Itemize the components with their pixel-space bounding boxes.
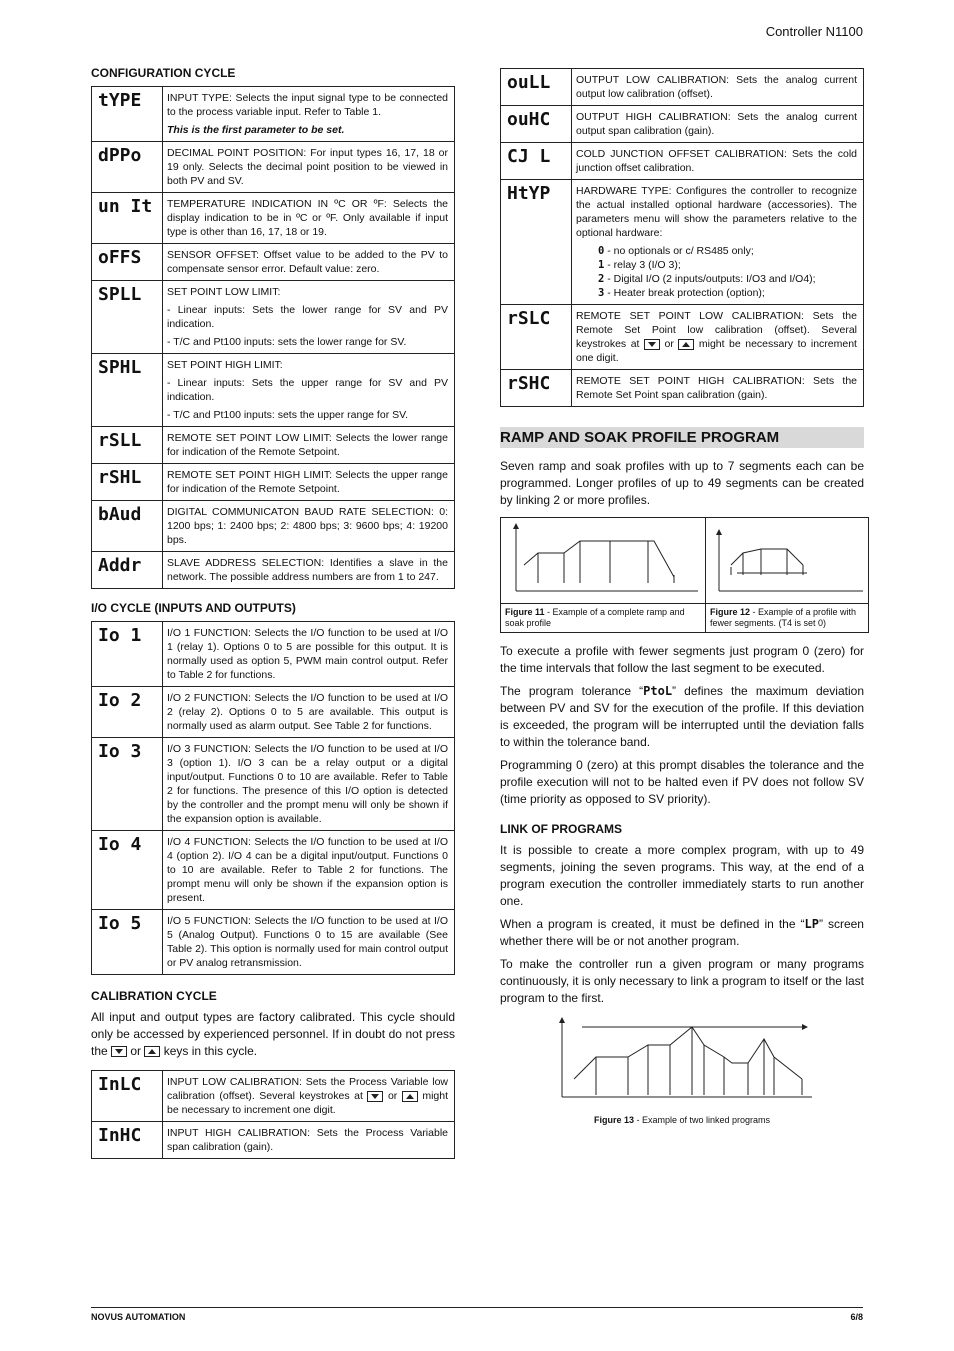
footer-company: NOVUS AUTOMATION [91,1312,186,1322]
param-code: Addr [92,552,163,589]
param-desc: I/O 3 FUNCTION: Selects the I/O function to be used at I/O 3 (option 1). I/O 3 can be a relay output or a digital input/output. Functions 0 to 10 are available. Refer to Table 2 for functions. The presence of this I/O option is detected by the controller and the prompt menu will only be shown if the expansion option is available. [163,738,455,831]
param-code: rSLC [501,305,572,370]
table-row [92,464,455,501]
cal-intro-or: or [130,1044,142,1058]
param-desc [163,281,455,354]
link-paragraph-1: It is possible to create a more complex program, with up to 49 segments, joining the seven programs. This way, at the end of a program execution the controller immediately starts to run another one. [500,843,864,908]
table-row [92,910,455,975]
table-row [92,1122,455,1159]
param-code: InLC [92,1071,163,1122]
figure-12-caption [706,604,869,633]
param-desc-text: INPUT TYPE: Selects the input signal type to be connected to the process variable input. Refer to Table 1. [167,92,448,118]
table-row [92,1071,455,1122]
ramp-section-title: RAMP AND SOAK PROFILE PROGRAM [500,427,864,448]
param-desc-or: or [387,1090,398,1102]
table-row [501,69,864,106]
option-number: 0 [598,245,605,257]
list-item [598,244,857,258]
right-column [500,68,864,1129]
param-desc: COLD JUNCTION OFFSET CALIBRATION: Sets the cold junction offset calibration. [572,143,864,180]
table-row [92,427,455,464]
param-desc: I/O 1 FUNCTION: Selects the I/O function to be used at I/O 1 (relay 1). Options 0 to 5 are possible for this output. It is normally used as option 5, PWM main control output. Refer to Table 2 for functions. [163,622,455,687]
param-desc: REMOTE SET POINT HIGH LIMIT: Selects the upper range for indication of the Remote Setpoint. [163,464,455,501]
param-desc: I/O 4 FUNCTION: Selects the I/O function to be used at I/O 4 (option 2). I/O 4 can be a digital input/output. Functions 0 to 10 are available. Refer to Table 2 for functions. The prompt menu will only be shown if the expansion option is present. [163,831,455,910]
param-code: rSLL [92,427,163,464]
down-key-icon [644,339,660,350]
figure-11-label: Figure 11 [505,607,545,617]
figure-11-graph [502,519,704,597]
up-key-icon [402,1091,418,1102]
output-cal-table [500,68,864,407]
list-item [598,258,857,272]
param-code: ouLL [501,69,572,106]
param-desc-a: REMOTE SET POINT LOW CALIBRATION: Sets the Remote Set Point low calibration (offset). Several keystrokes at [576,310,857,350]
table-row [501,180,864,305]
figure-13-caption [500,1112,864,1129]
down-key-icon [367,1091,383,1102]
cal-cycle-table [91,1070,455,1159]
param-desc: REMOTE SET POINT HIGH CALIBRATION: Sets the Remote Set Point span calibration (gain). [572,370,864,407]
param-desc-a: INPUT LOW CALIBRATION: Sets the Process Variable low calibration (offset). Several keystrokes at [167,1076,448,1102]
up-key-icon [678,339,694,350]
ptol-code: PtoL [643,684,673,698]
table-row [92,193,455,244]
table-row [92,142,455,193]
table-row [501,370,864,407]
param-desc [572,180,864,305]
param-desc: OUTPUT HIGH CALIBRATION: Sets the analog current output span calibration (gain). [572,106,864,143]
param-desc [163,354,455,427]
list-item [598,286,857,300]
footer-page-number: 6/8 [850,1312,863,1322]
table-row [92,738,455,831]
p6-a: When a program is created, it must be defined in the “ [500,917,805,931]
option-number: 1 [598,259,605,271]
option-text: - Digital I/O (2 inputs/outputs: I/O3 and I/O4); [604,273,816,285]
header-title: Controller N1100 [765,24,863,39]
figure-13-graph [552,1017,812,1107]
param-desc [572,305,864,370]
param-desc-line: - Linear inputs: Sets the lower range for SV and PV indication. [167,304,448,330]
param-desc-b: might be necessary to increment one digit. [167,1090,449,1116]
param-desc: I/O 5 FUNCTION: Selects the I/O function to be used at I/O 5 (Analog Output). Functions 0 to 15 are available (See Table 2). This option is normally used for main control output or PV analog retransmission. [163,910,455,975]
param-desc [163,1071,455,1122]
up-key-icon [144,1046,160,1057]
param-desc-or: or [664,338,674,350]
table-row [501,106,864,143]
table-row [92,244,455,281]
option-number: 3 [598,287,605,299]
ramp-paragraph-4: Programming 0 (zero) at this prompt disables the tolerance and the profile execution will not to be halted even if PV does not follow SV (time priority as opposed to SV priority). [500,758,864,806]
param-desc: OUTPUT LOW CALIBRATION: Sets the analog current output low calibration (offset). [572,69,864,106]
param-desc: REMOTE SET POINT LOW LIMIT: Selects the lower range for indication of the Remote Setpoint. [163,427,455,464]
figure-12-graph [707,519,867,597]
param-desc: TEMPERATURE INDICATION IN ºC OR ºF: Selects the display indication to be in ºC or ºF. Only available if input type is other than 16, 17, 18 or 19. [163,193,455,244]
link-paragraph-3: To make the controller run a given program or many programs continuously, it is only necessary to link a program to itself or the last program to the first. [500,957,864,1005]
param-code: un It [92,193,163,244]
ramp-paragraph-3 [500,683,864,751]
param-code: Io 4 [92,831,163,910]
param-desc-line: - T/C and Pt100 inputs: sets the upper range for SV. [167,409,409,421]
config-cycle-heading: CONFIGURATION CYCLE [91,66,236,80]
figure-12-text: - Example of a profile with fewer segments. (T4 is set 0) [710,607,857,628]
param-desc [163,87,455,142]
param-code: SPHL [92,354,163,427]
figures-11-12 [500,517,869,633]
left-column [91,66,455,1159]
table-row [501,143,864,180]
table-row [92,552,455,589]
param-code: ouHC [501,106,572,143]
lp-code: LP [804,917,819,931]
down-key-icon [111,1046,127,1057]
param-code: rSHL [92,464,163,501]
table-row [92,687,455,738]
table-row [92,501,455,552]
param-code: Io 1 [92,622,163,687]
param-desc-line: - Linear inputs: Sets the upper range for SV and PV indication. [167,377,448,403]
param-desc-b: might be necessary to increment one digit. [576,338,857,364]
param-desc: INPUT HIGH CALIBRATION: Sets the Process Variable span calibration (gain). [163,1122,455,1159]
figure-13-text: - Example of two linked programs [633,1115,771,1125]
cal-cycle-heading: CALIBRATION CYCLE [91,989,217,1003]
p3-a: The program tolerance “ [500,684,644,698]
table-row [92,281,455,354]
ramp-paragraph-1: Seven ramp and soak profiles with up to 7 segments each can be programmed. Longer profiles of up to 49 segments can be created by linking 2 or more profiles. [500,459,864,507]
figure-11-caption [501,604,706,633]
param-code: dPPo [92,142,163,193]
p3-b: ” defines the maximum deviation between PV and SV for the execution of the profile. If this deviation is exceeded, the program will be interrupted until the deviation falls to within the tolerance band. [500,684,864,749]
list-item [598,272,857,286]
figure-11-text: - Example of a complete ramp and soak profile [505,607,685,628]
param-desc: DECIMAL POINT POSITION: For input types 16, 17, 18 or 19 only. Selects the decimal point position to be viewed in both PV and SV. [163,142,455,193]
figure-12-cell [706,518,869,604]
param-code: tYPE [92,87,163,142]
param-desc: DIGITAL COMMUNICATON BAUD RATE SELECTION: 0: 1200 bps; 1: 2400 bps; 2: 4800 bps; 3: 9600 bps; 4: 19200 bps. [163,501,455,552]
ramp-paragraph-2: To execute a profile with fewer segments just program 0 (zero) for the time intervals that follow the last segment to be executed. [500,644,864,675]
param-code: Io 5 [92,910,163,975]
table-row [92,87,455,142]
config-cycle-table [91,86,455,589]
param-desc-line: - T/C and Pt100 inputs: sets the lower range for SV. [167,336,407,348]
option-text: - relay 3 (I/O 3); [604,259,681,271]
table-row [92,354,455,427]
param-code: rSHC [501,370,572,407]
param-code: CJ L [501,143,572,180]
param-desc: I/O 2 FUNCTION: Selects the I/O function to be used at I/O 2 (relay 2). Options 0 to 5 are available. This output is normally used as alarm output. See Table 2 for functions. [163,687,455,738]
io-cycle-table [91,621,455,975]
param-code: Io 3 [92,738,163,831]
param-code: bAud [92,501,163,552]
page-footer [91,1307,863,1322]
param-code: InHC [92,1122,163,1159]
option-number: 2 [598,273,605,285]
cal-intro-b: keys in this cycle. [163,1044,258,1058]
param-desc: SLAVE ADDRESS SELECTION: Identifies a slave in the network. The possible address numbers are from 1 to 247. [163,552,455,589]
table-row [501,305,864,370]
param-note: This is the first parameter to be set. [167,124,345,136]
param-code: Io 2 [92,687,163,738]
param-desc-text: SET POINT HIGH LIMIT: [167,359,283,371]
link-paragraph-2 [500,916,864,950]
param-desc: SENSOR OFFSET: Offset value to be added to the PV to compensate sensor error. Default value: zero. [163,244,455,281]
figure-12-label: Figure 12 [710,607,751,617]
p6-b: ” screen whether there will be or not another program. [500,917,864,948]
param-code: oFFS [92,244,163,281]
figure-11-cell [501,518,706,604]
hardware-options-list [576,244,857,300]
param-code: SPLL [92,281,163,354]
param-code: HtYP [501,180,572,305]
option-text: - Heater break protection (option); [604,287,765,299]
figure-13-label: Figure 13 [593,1115,634,1125]
link-programs-heading: LINK OF PROGRAMS [500,822,622,836]
cal-intro-a: All input and output types are factory calibrated. This cycle should only be accessed by experienced personnel. If in doubt do not press the [91,1010,455,1058]
figure-13 [500,1017,864,1129]
option-text: - no optionals or c/ RS485 only; [604,245,754,257]
param-desc-text: SET POINT LOW LIMIT: [167,286,281,298]
io-cycle-heading: I/O CYCLE (INPUTS AND OUTPUTS) [91,601,296,615]
param-desc-text: HARDWARE TYPE: Configures the controller to recognize the actual installed optional hardware (accessories). The parameters menu will show the parameters relative to the optional hardware: [576,185,857,239]
cal-cycle-intro [91,1009,455,1060]
table-row [92,622,455,687]
table-row [92,831,455,910]
